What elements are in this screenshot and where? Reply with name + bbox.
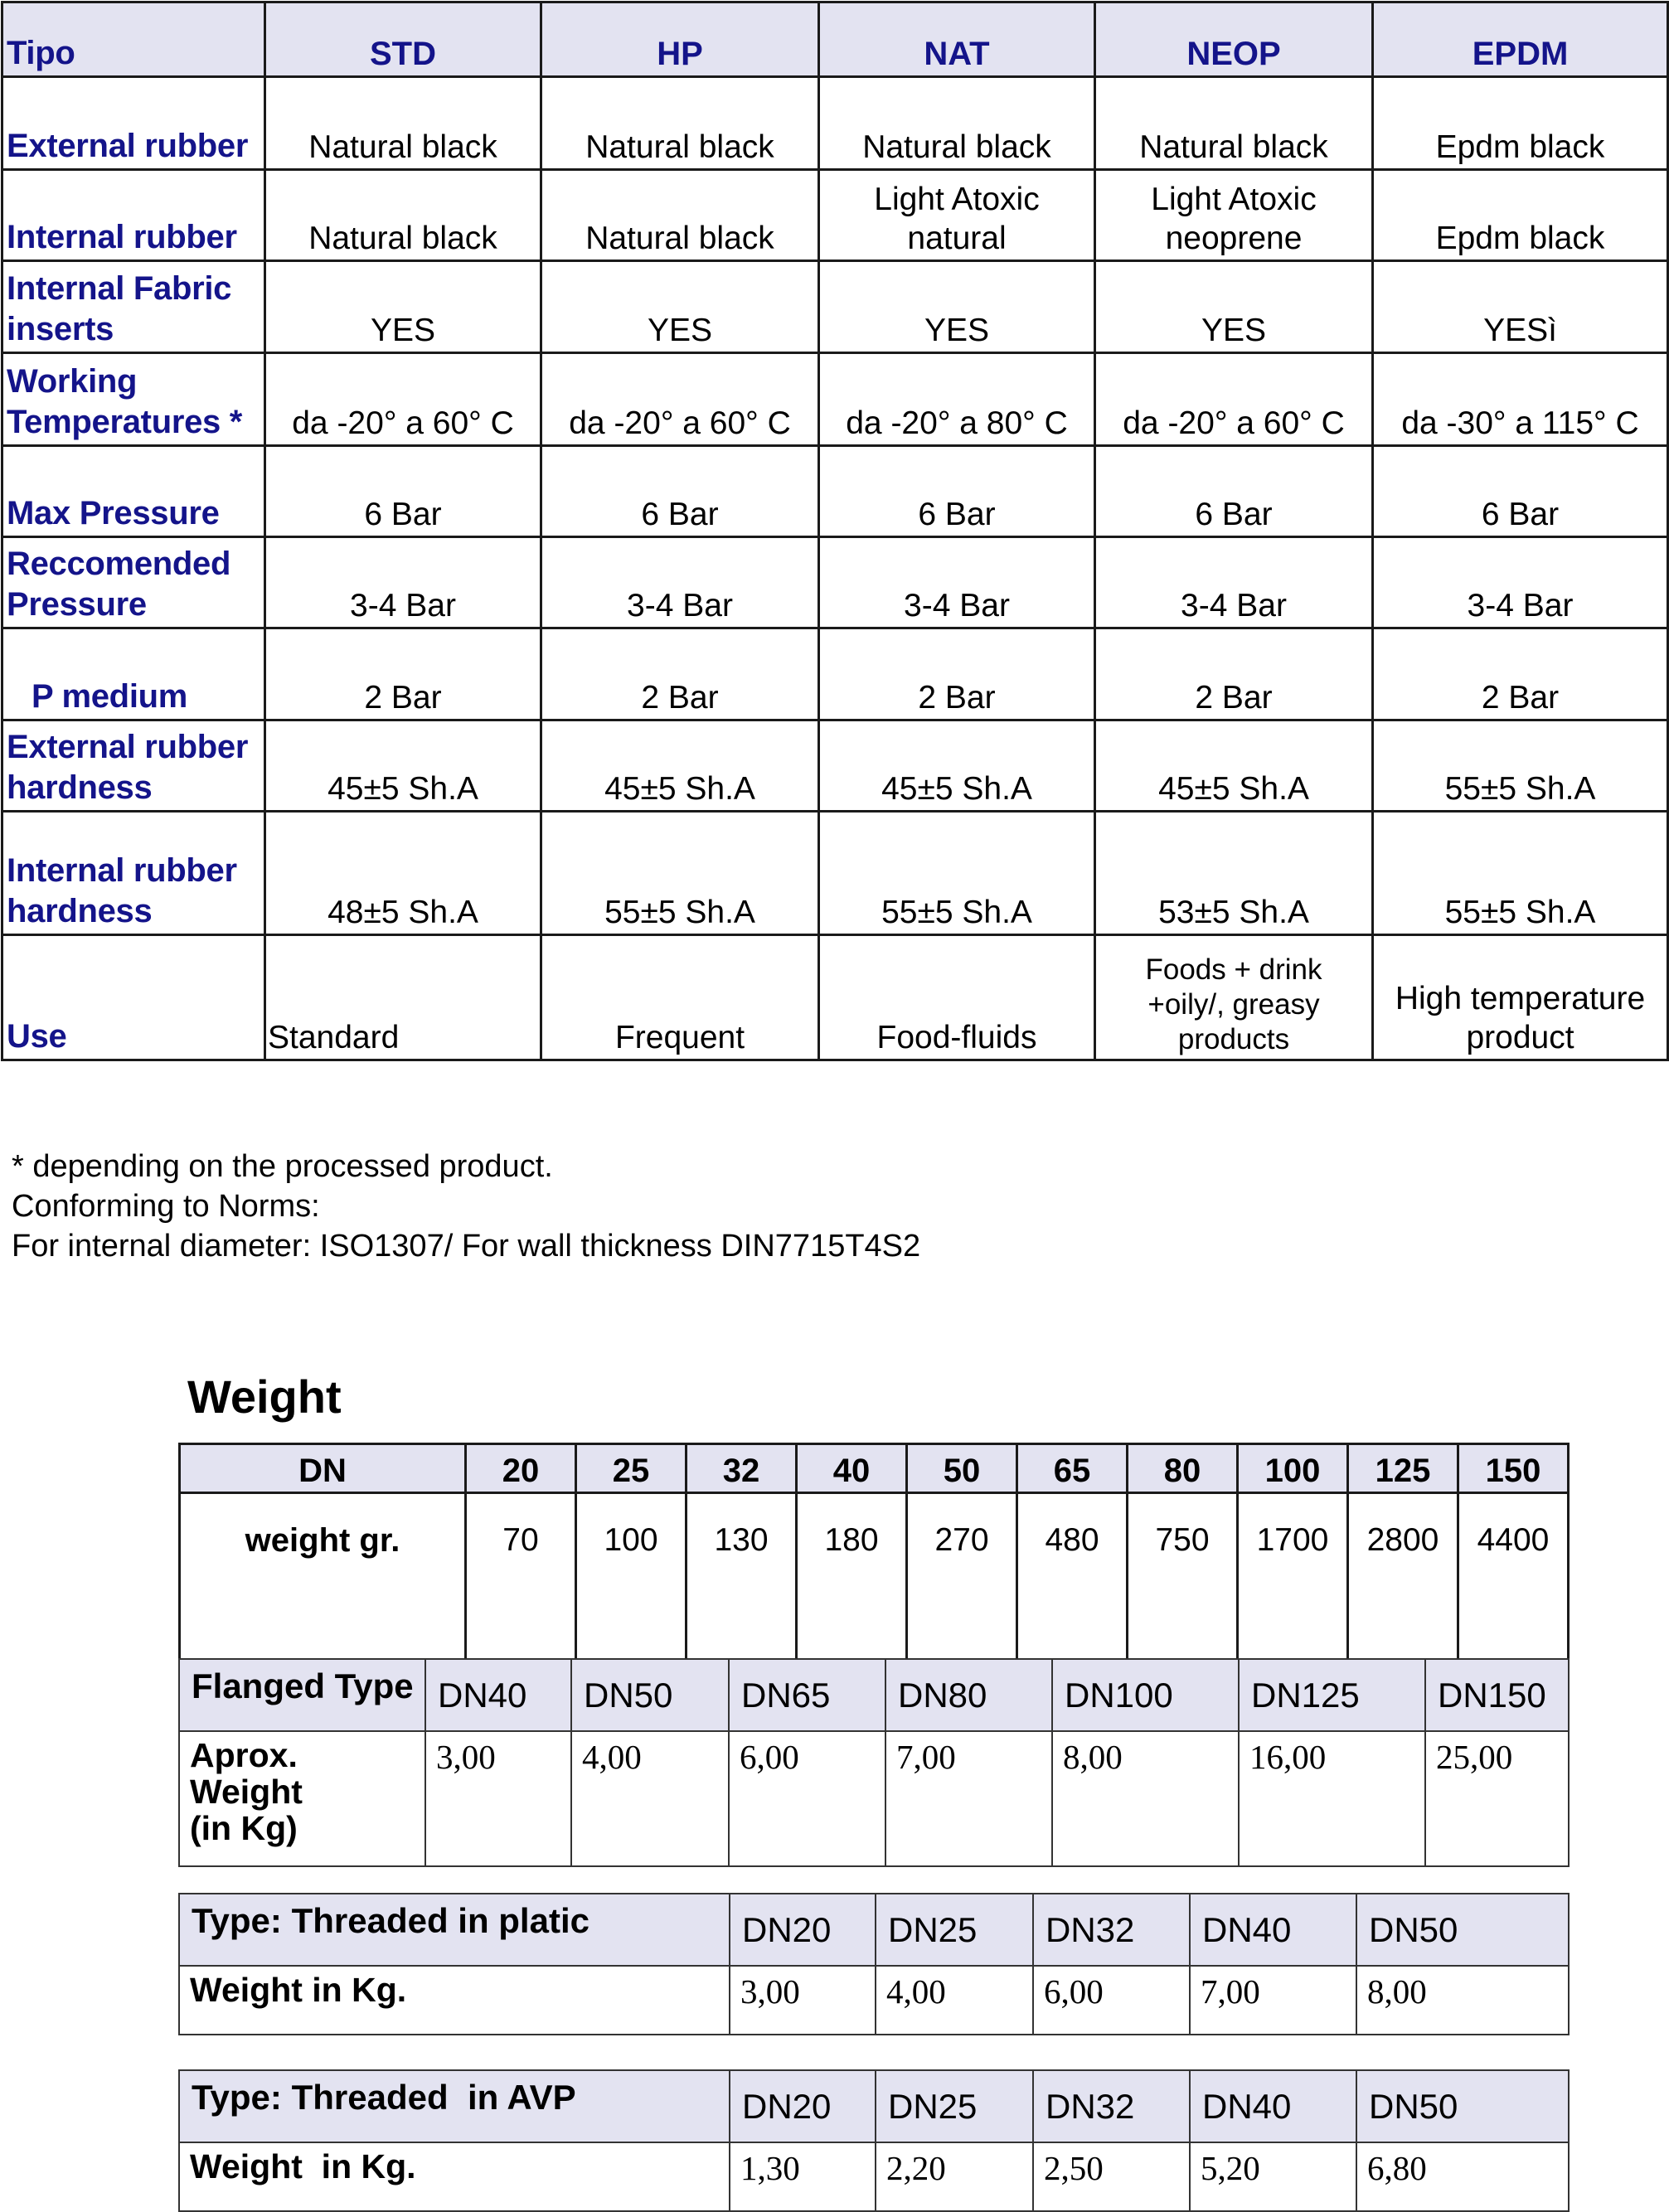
flanged-header-row xyxy=(179,1659,1569,1731)
weight-value: 8,00 xyxy=(1356,1966,1569,2035)
dn-header: 50 xyxy=(907,1444,1017,1493)
cell: 6 Bar xyxy=(1373,446,1668,537)
spec-row-p-medium xyxy=(2,628,1668,720)
cell: da -30° a 115° C xyxy=(1373,353,1668,446)
cell: 2 Bar xyxy=(1373,628,1668,720)
label-line: Aprox. xyxy=(190,1736,298,1774)
row-label: Working Temperatures * xyxy=(2,353,265,446)
weight-value: 130 xyxy=(687,1493,797,1665)
plastic-weight-row xyxy=(179,1966,1569,2035)
dn-header: 100 xyxy=(1238,1444,1348,1493)
dn-header: DN150 xyxy=(1425,1659,1569,1731)
weight-value: 3,00 xyxy=(730,1966,876,2035)
weight-value: 3,00 xyxy=(425,1731,571,1866)
cell: 45±5 Sh.A xyxy=(265,720,541,812)
row-label: Internal Fabric inserts xyxy=(2,261,265,353)
dn-header: DN20 xyxy=(730,2070,876,2142)
flanged-weight-row xyxy=(179,1731,1569,1866)
spec-row-external-rubber xyxy=(2,77,1668,170)
cell: Epdm black xyxy=(1373,77,1668,170)
spec-row-max-pressure xyxy=(2,446,1668,537)
dn-header: 32 xyxy=(687,1444,797,1493)
row-label: P medium xyxy=(2,628,265,720)
footnote-norms: For internal diameter: ISO1307/ For wall thickness DIN7715T4S2 xyxy=(12,1229,921,1264)
cell: YES xyxy=(1095,261,1373,353)
weight-value: 1,30 xyxy=(730,2142,876,2211)
cell: YESì xyxy=(1373,261,1668,353)
row-label: External rubber hardness xyxy=(2,720,265,812)
weight-value: 750 xyxy=(1128,1493,1238,1665)
weight-value: 4,00 xyxy=(876,1966,1033,2035)
spec-header-label: Tipo xyxy=(2,2,265,77)
dn-header: 40 xyxy=(797,1444,907,1493)
cell: YES xyxy=(541,261,819,353)
cell: 2 Bar xyxy=(265,628,541,720)
cell: 3-4 Bar xyxy=(541,537,819,628)
footnote-temperature: * depending on the processed product. xyxy=(12,1149,553,1184)
spec-row-working-temperatures xyxy=(2,353,1668,446)
dn-header: DN25 xyxy=(876,2070,1033,2142)
dn-header: DN20 xyxy=(730,1894,876,1966)
dn-header: 65 xyxy=(1017,1444,1128,1493)
dn-header: DN32 xyxy=(1033,2070,1190,2142)
flanged-weight-table xyxy=(178,1658,1570,1867)
dn-header: 125 xyxy=(1348,1444,1458,1493)
dn-header: DN50 xyxy=(571,1659,729,1731)
weight-value: 25,00 xyxy=(1425,1731,1569,1866)
cell: 3-4 Bar xyxy=(1095,537,1373,628)
spec-col-nat: NAT xyxy=(819,2,1095,77)
spec-table xyxy=(1,1,1669,1061)
weight-header-row xyxy=(180,1444,1569,1493)
cell: 2 Bar xyxy=(541,628,819,720)
spec-row-internal-rubber xyxy=(2,170,1668,261)
weight-table xyxy=(178,1443,1570,1666)
spec-row-use xyxy=(2,935,1668,1060)
plastic-header-label: Type: Threaded in platic xyxy=(179,1894,730,1966)
weight-row xyxy=(180,1493,1569,1665)
cell: High temperature product xyxy=(1373,935,1668,1060)
cell: 45±5 Sh.A xyxy=(1095,720,1373,812)
cell: Natural black xyxy=(265,170,541,261)
cell: Natural black xyxy=(541,170,819,261)
weight-value: 100 xyxy=(576,1493,687,1665)
cell: 3-4 Bar xyxy=(1373,537,1668,628)
spec-row-external-hardness xyxy=(2,720,1668,812)
spec-col-std: STD xyxy=(265,2,541,77)
footnotes xyxy=(12,1147,920,1266)
dn-header: DN40 xyxy=(425,1659,571,1731)
weight-section-title: Weight xyxy=(187,1370,342,1423)
cell: Standard xyxy=(265,935,541,1060)
weight-value: 6,80 xyxy=(1356,2142,1569,2211)
spec-row-recommended-pressure xyxy=(2,537,1668,628)
weight-value: 5,20 xyxy=(1190,2142,1356,2211)
spec-header-row xyxy=(2,2,1668,77)
weight-value: 2,50 xyxy=(1033,2142,1190,2211)
weight-value: 2,20 xyxy=(876,2142,1033,2211)
footnote-norms-heading: Conforming to Norms: xyxy=(12,1189,320,1224)
cell: Natural black xyxy=(541,77,819,170)
cell: Natural black xyxy=(819,77,1095,170)
weight-value: 4400 xyxy=(1458,1493,1569,1665)
dn-header: DN25 xyxy=(876,1894,1033,1966)
weight-header-label: DN xyxy=(180,1444,466,1493)
cell: Epdm black xyxy=(1373,170,1668,261)
cell: YES xyxy=(819,261,1095,353)
cell: 55±5 Sh.A xyxy=(1373,812,1668,935)
dn-header: 150 xyxy=(1458,1444,1569,1493)
threaded-plastic-weight-table xyxy=(178,1893,1570,2035)
row-label: Internal rubber hardness xyxy=(2,812,265,935)
cell: Foods + drink +oily/, greasy products xyxy=(1095,935,1373,1060)
cell: 6 Bar xyxy=(541,446,819,537)
dn-header: DN50 xyxy=(1356,1894,1569,1966)
spec-row-internal-hardness xyxy=(2,812,1668,935)
weight-value: 7,00 xyxy=(885,1731,1052,1866)
dn-header: DN80 xyxy=(885,1659,1052,1731)
cell: 3-4 Bar xyxy=(819,537,1095,628)
cell: 55±5 Sh.A xyxy=(1373,720,1668,812)
weight-row-label: weight gr. xyxy=(180,1493,466,1665)
row-label: Internal rubber xyxy=(2,170,265,261)
weight-value: 70 xyxy=(466,1493,576,1665)
cell: 45±5 Sh.A xyxy=(819,720,1095,812)
cell: Light Atoxic neoprene xyxy=(1095,170,1373,261)
cell: 6 Bar xyxy=(1095,446,1373,537)
row-label: Use xyxy=(2,935,265,1060)
cell: da -20° a 80° C xyxy=(819,353,1095,446)
weight-value: 4,00 xyxy=(571,1731,729,1866)
label-line: Weight xyxy=(190,1773,303,1811)
plastic-header-row xyxy=(179,1894,1569,1966)
dn-header: DN40 xyxy=(1190,2070,1356,2142)
cell: da -20° a 60° C xyxy=(541,353,819,446)
spec-col-epdm: EPDM xyxy=(1373,2,1668,77)
dn-header: DN65 xyxy=(729,1659,885,1731)
row-label: Max Pressure xyxy=(2,446,265,537)
weight-value: 180 xyxy=(797,1493,907,1665)
cell: 3-4 Bar xyxy=(265,537,541,628)
spec-col-neop: NEOP xyxy=(1095,2,1373,77)
row-label: External rubber xyxy=(2,77,265,170)
cell: 2 Bar xyxy=(819,628,1095,720)
cell: YES xyxy=(265,261,541,353)
weight-value: 2800 xyxy=(1348,1493,1458,1665)
flanged-row-label xyxy=(179,1731,425,1866)
avp-weight-row xyxy=(179,2142,1569,2211)
label-line: (in Kg) xyxy=(190,1809,298,1847)
cell: 2 Bar xyxy=(1095,628,1373,720)
cell: 6 Bar xyxy=(819,446,1095,537)
dn-header: DN125 xyxy=(1239,1659,1425,1731)
row-label: Reccomended Pressure xyxy=(2,537,265,628)
cell: 45±5 Sh.A xyxy=(541,720,819,812)
avp-header-label: Type: Threaded in AVP xyxy=(179,2070,730,2142)
cell: 53±5 Sh.A xyxy=(1095,812,1373,935)
weight-value: 480 xyxy=(1017,1493,1128,1665)
weight-value: 1700 xyxy=(1238,1493,1348,1665)
weight-value: 8,00 xyxy=(1052,1731,1239,1866)
cell: Natural black xyxy=(1095,77,1373,170)
weight-value: 6,00 xyxy=(1033,1966,1190,2035)
flanged-header-label: Flanged Type xyxy=(179,1659,425,1731)
dn-header: 20 xyxy=(466,1444,576,1493)
dn-header: DN40 xyxy=(1190,1894,1356,1966)
weight-value: 16,00 xyxy=(1239,1731,1425,1866)
dn-header: 25 xyxy=(576,1444,687,1493)
dn-header: DN50 xyxy=(1356,2070,1569,2142)
cell: Light Atoxic natural xyxy=(819,170,1095,261)
weight-value: 270 xyxy=(907,1493,1017,1665)
avp-header-row xyxy=(179,2070,1569,2142)
cell: Food-fluids xyxy=(819,935,1095,1060)
plastic-row-label: Weight in Kg. xyxy=(179,1966,730,2035)
cell: da -20° a 60° C xyxy=(1095,353,1373,446)
spec-col-hp: HP xyxy=(541,2,819,77)
dn-header: 80 xyxy=(1128,1444,1238,1493)
threaded-avp-weight-table xyxy=(178,2069,1570,2212)
dn-header: DN100 xyxy=(1052,1659,1239,1731)
avp-row-label: Weight in Kg. xyxy=(179,2142,730,2211)
cell: 55±5 Sh.A xyxy=(541,812,819,935)
cell: Natural black xyxy=(265,77,541,170)
cell: 6 Bar xyxy=(265,446,541,537)
cell: 48±5 Sh.A xyxy=(265,812,541,935)
weight-value: 6,00 xyxy=(729,1731,885,1866)
spec-row-fabric-inserts xyxy=(2,261,1668,353)
cell: 55±5 Sh.A xyxy=(819,812,1095,935)
cell: da -20° a 60° C xyxy=(265,353,541,446)
dn-header: DN32 xyxy=(1033,1894,1190,1966)
cell: Frequent xyxy=(541,935,819,1060)
weight-value: 7,00 xyxy=(1190,1966,1356,2035)
